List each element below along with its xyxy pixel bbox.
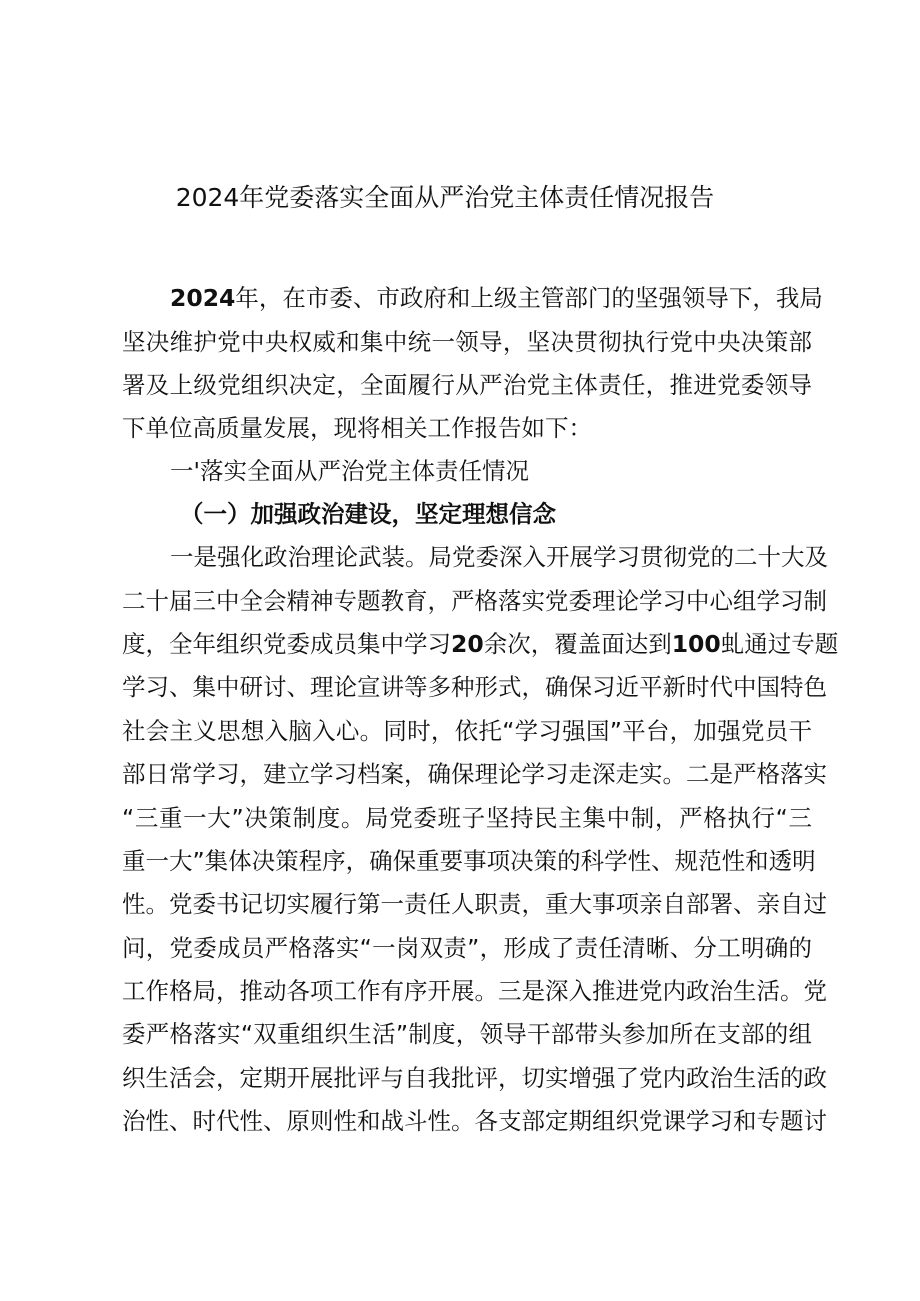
intro-line-4: 下单位高质量发展，现将相关工作报告如下： (122, 414, 592, 442)
body-line-11: 工作格局，推动各项工作有序开展。三是深入推进党内政治生活。党 (122, 977, 827, 1005)
body-line-3-c: 虬通过专题 (720, 630, 839, 658)
body-line-3 (122, 625, 839, 663)
body-line-12: 委严格落实“双重组织生活”制度，领导干部带头参加所在支部的组 (122, 1020, 812, 1048)
body-line-3-a: 度，全年组织党委成员集中学习 (122, 630, 451, 658)
intro-line-1-text: 年，在市委、市政府和上级主管部门的坚强领导下，我局 (235, 284, 823, 312)
intro-line-3: 署及上级党组织决定，全面履行从严治党主体责任，推进党委领导 (122, 371, 812, 399)
body-line-3-num2: 100 (671, 630, 721, 658)
body-line-5: 社会主义思想入脑入心。同时，依托“学习强国”平台，加强党员干 (122, 717, 812, 745)
body-line-6: 部日常学习，建立学习档案，确保理论学习走深走实。二是严格落实 (122, 760, 827, 788)
body-line-7: “三重一大”决策制度。局党委班子坚持民主集中制，严格执行“三 (122, 804, 812, 832)
body-line-2: 二十届三中全会精神专题教育，严格落实党委理论学习中心组学习制 (122, 587, 827, 615)
intro-line-2: 坚决维护党中央权威和集中统一领导，坚决贯彻执行党中央决策部 (122, 328, 812, 356)
body-line-3-num1: 20 (451, 630, 484, 658)
body-line-14: 治性、时代性、原则性和战斗性。各支部定期组织党课学习和专题讨 (122, 1107, 827, 1135)
body-line-3-b: 余次，覆盖面达到 (483, 630, 672, 658)
section-heading: 一'落实全面从严治党主体责任情况 (170, 457, 529, 485)
subsection-heading: （一）加强政治建设，坚定理想信念 (180, 500, 556, 528)
body-line-1: 一是强化政治理论武装。局党委深入开展学习贯彻党的二十大及 (170, 543, 828, 571)
body-line-4: 学习、集中研讨、理论宣讲等多种形式，确保习近平新时代中国特色 (122, 673, 827, 701)
intro-year: 2024 (170, 284, 236, 312)
body-line-10: 问，党委成员严格落实“一岗双责”，形成了责任清晰、分工明确的 (122, 934, 812, 962)
body-line-9: 性。党委书记切实履行第一责任人职责，重大事项亲自部署、亲自过 (122, 890, 827, 918)
document-title: 2024年党委落实全面从严治党主体责任情况报告 (175, 183, 715, 212)
body-line-13: 织生活会，定期开展批评与自我批评，切实增强了党内政治生活的政 (122, 1064, 827, 1092)
body-line-8: 重一大”集体决策程序，确保重要事项决策的科学性、规范性和透明 (122, 847, 816, 875)
intro-line-1 (170, 279, 823, 317)
